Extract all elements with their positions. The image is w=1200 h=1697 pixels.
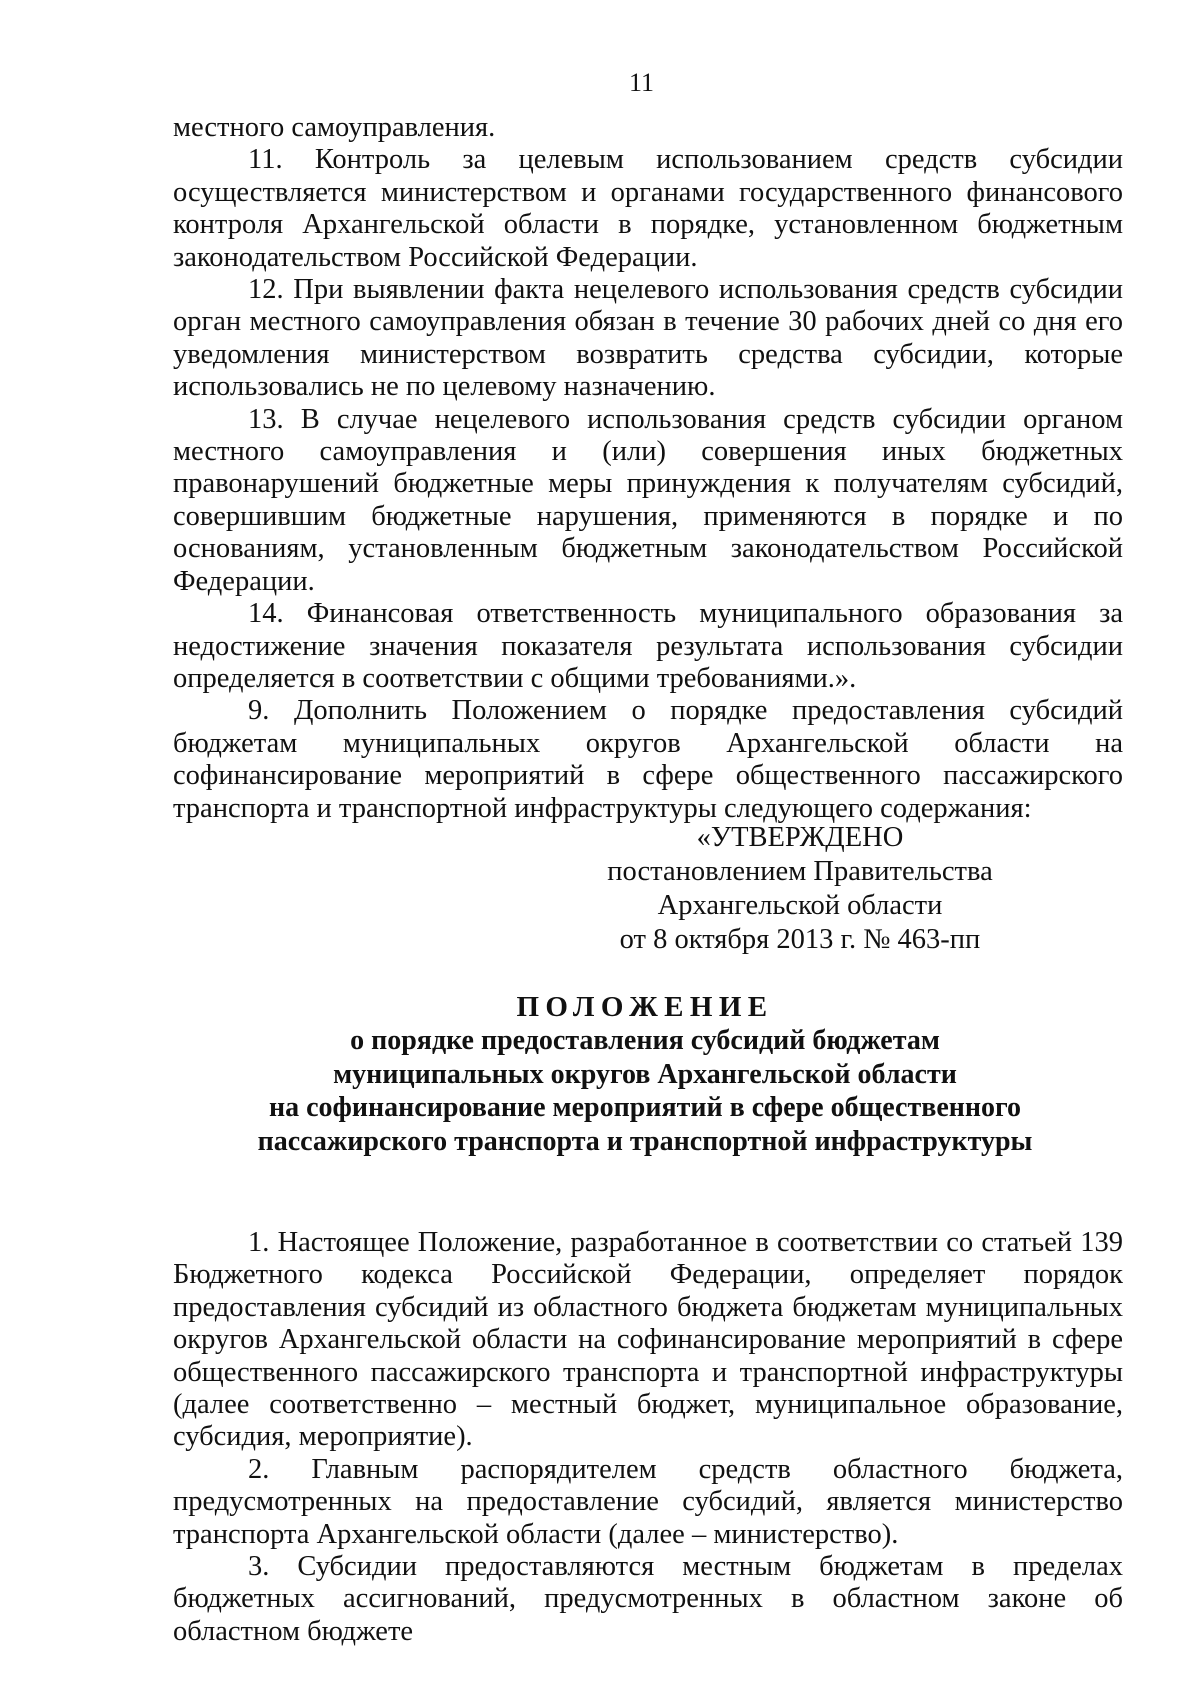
regulation-title bbox=[0, 990, 1200, 1158]
paragraph-11: 11. Контроль за целевым использованием средств субсидии осуществляется министерством и органами государственного финансового контроля Архангельской области в порядке, установленном бюджетным законодательством Российской Федерации. bbox=[173, 144, 1123, 273]
title-line-1: о порядке предоставления субсидий бюджетам bbox=[350, 1025, 940, 1056]
paragraph-12: 12. При выявлении факта нецелевого использования средств субсидии орган местного самоуправления обязан в течение 30 рабочих дней со дня его уведомления министерством возвратить средства субсидии, которые использовались не по целевому назначению. bbox=[173, 274, 1123, 403]
approval-line-resolution: постановлением Правительства bbox=[607, 856, 993, 887]
paragraph-amendment-9: 9. Дополнить Положением о порядке предоставления субсидий бюджетам муниципальных округов Архангельской области на софинансирование мероприятий в сфере общественного пассажирского транспорта и транспортной инфраструктуры следующего содержания: bbox=[173, 695, 1123, 824]
title-line-2: муниципальных округов Архангельской области bbox=[333, 1058, 957, 1090]
approval-line-approved: «УТВЕРЖДЕНО bbox=[696, 822, 904, 853]
regulation-text bbox=[173, 1227, 1123, 1648]
page-number: 11 bbox=[628, 68, 655, 97]
approval-stamp bbox=[0, 821, 1200, 957]
continuation-text bbox=[173, 112, 1123, 825]
title-line-4: пассажирского транспорта и транспортной инфраструктуры bbox=[257, 1125, 1033, 1157]
paragraph-13: 13. В случае нецелевого использования средств субсидии органом местного самоуправления и (или) совершения иных бюджетных правонарушений бюджетные меры принуждения к получателям субсидий, совершившим бюджетные нарушения, применяются в порядке и по основаниям, установленным бюджетным законодательством Российской Федерации. bbox=[173, 403, 1123, 597]
regulation-paragraph-3: 3. Субсидии предоставляются местным бюджетам в пределах бюджетных ассигнований, предусмотренных в областном законе об областном бюджете bbox=[173, 1551, 1123, 1647]
approval-line-region: Архангельской области bbox=[657, 890, 943, 921]
regulation-paragraph-1: 1. Настоящее Положение, разработанное в соответствии со статьей 139 Бюджетного кодекса Российской Федерации, определяет порядок предоставления субсидий из областного бюджета бюджетам муниципальных округов Архангельской области на софинансирование мероприятий в сфере общественного пассажирского транспорта и транспортной инфраструктуры (далее соответственно – местный бюджет, муниципальное образование, субсидия, мероприятие). bbox=[173, 1227, 1123, 1453]
approval-line-date: от 8 октября 2013 г. № 463-пп bbox=[619, 924, 981, 955]
regulation-paragraph-2: 2. Главным распорядителем средств областного бюджета, предусмотренных на предоставление субсидий, является министерство транспорта Архангельской области (далее – министерство). bbox=[173, 1453, 1123, 1550]
title-line-3: на софинансирование мероприятий в сфере общественного bbox=[268, 1092, 1022, 1123]
title-main: ПОЛОЖЕНИЕ bbox=[516, 991, 774, 1023]
paragraph-14: 14. Финансовая ответственность муниципального образования за недостижение значения показателя результата использования субсидии определяется в соответствии с общими требованиями.». bbox=[173, 598, 1123, 694]
paragraph-continuation: местного самоуправления. bbox=[173, 112, 496, 143]
